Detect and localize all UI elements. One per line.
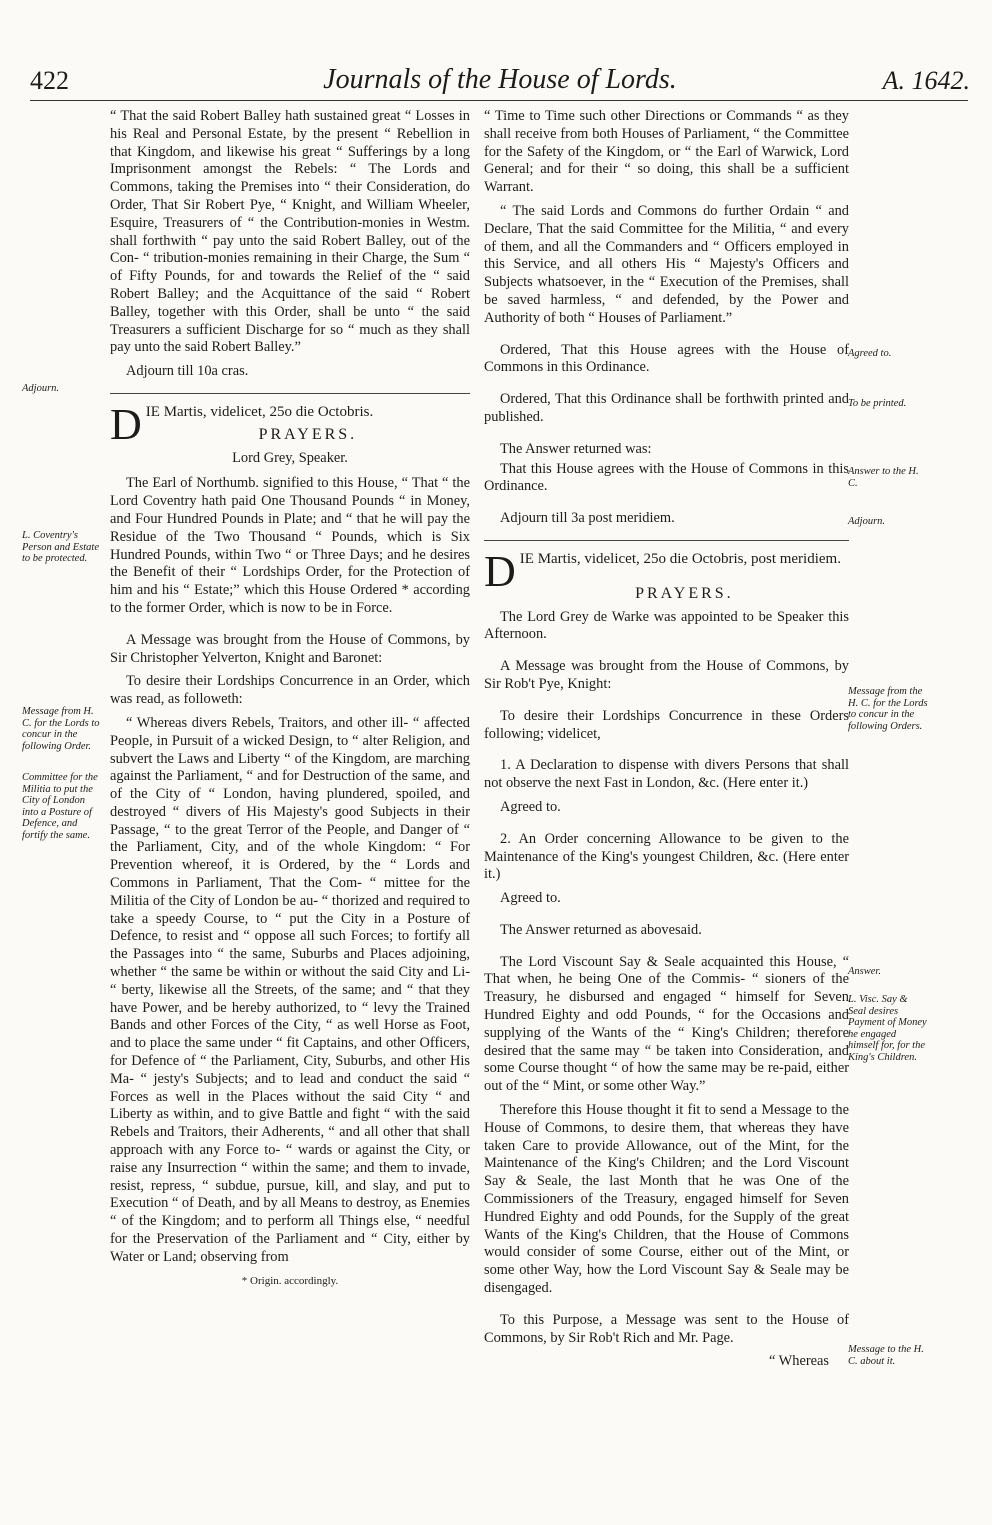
paragraph: The Answer returned as abovesaid.: [500, 921, 702, 938]
catchword: “ Whereas: [768, 1353, 829, 1370]
paragraph: Therefore this House thought it fit to send a Message to the House of Commons, to desire them, that whereas they have taken Care to provide Allowance, out of the Mint, for the Maintenance of the King's Children; and the Lord Viscount Say & Seale, the last Month that he was One of the Commissioners of the Treasury, engaged himself for Seven Hundred Eighty and odd Pounds, for the Supply of the great Wants of the King's Children, that the House of Commons would consider of some Course, either out of the Mint, or some other Way, how the Lord Viscount Say & Seale may be disengaged.: [484, 1102, 849, 1297]
margin-note-say-seale: L. Visc. Say & Seal desires Payment of Money he engaged himself for, for the King's Children.: [848, 994, 927, 1063]
drop-cap: D: [484, 546, 516, 596]
footnote: * Origin. accordingly.: [241, 1274, 339, 1287]
right-column: [484, 108, 849, 1371]
margin-note-committee: Committee for the Militia to put the City of London into a Posture of Defence, and fortify the same.: [22, 772, 98, 841]
margin-note-printed: To be printed.: [848, 398, 907, 409]
adjourn-line: Adjourn till 10a cras.: [126, 363, 249, 380]
session-date: D IE Martis, videlicet, 25o die Octobris.: [110, 399, 374, 449]
paragraph: To this Purpose, a Message was sent to the House of Commons, by Sir Rob't Rich and Mr. Page.: [484, 1311, 849, 1346]
speaker-line: Lord Grey, Speaker.: [232, 449, 348, 466]
paragraph: The Answer returned was:: [500, 440, 652, 457]
paragraph: “ Time to Time such other Directions or Commands “ as they shall receive from both Houses of Parliament, “ the Committee for the Safety of the Kingdom, or “ the Earl of Warwick, Lord General; and for their “ so doing, this shall be a sufficient Warrant.: [484, 108, 849, 196]
list-item: 1. A Declaration to dispense with divers Persons that shall not observe the next Fast in London, &c. (Here enter it.): [484, 757, 849, 792]
margin-note-adjourn: Adjourn.: [848, 516, 886, 527]
paragraph: The Earl of Northumb. signified to this House, “ That “ the Lord Coventry hath paid One Thousand Pounds “ in Money, and Four Hundred Pounds in Plate; and “ that he will pay the Residue of the Two Thousand “ Pounds, which is Six Hundred Pounds, within Two “ or Three Days; and he desires the Benefit of their “ Lordships Order, for the Protection of him and his “ Estate;” which this House Ordered * according to the former Order, which is now to be in Force.: [110, 475, 470, 616]
margin-note-answer: Answer to the H. C.: [848, 466, 919, 489]
year-label: A. 1642.: [882, 66, 970, 95]
prayers-heading: PRAYERS.: [258, 425, 358, 443]
paragraph: To desire their Lordships Concurrence in these Orders following; videlicet,: [484, 707, 849, 742]
paragraph: A Message was brought from the House of Commons, by Sir Rob't Pye, Knight:: [484, 658, 849, 692]
paragraph: Ordered, That this House agrees with the House of Commons in this Ordinance.: [484, 341, 849, 376]
paragraph: The Lord Viscount Say & Seale acquainted this House, “ That when, he being One of the Commis- “ sioners of the Treasury, he disbursed and engaged “ himself for Seven Hundred Eighty and odd Pounds, “ for the Occasions and supplying of the Wants of the “ King's Children; therefore desired that the same may “ be taken into Consideration, and some Course thought “ of how the same may be re-paid, either out of the “ Mint, or some other Way.”: [484, 953, 849, 1095]
margin-note-message-to: Message to the H. C. about it.: [848, 1344, 924, 1367]
margin-note-agreed: Agreed to.: [848, 348, 892, 359]
speaker-line: The Lord Grey de Warke was appointed to be Speaker this Afternoon.: [484, 608, 849, 643]
paragraph: “ That the said Robert Balley hath sustained great “ Losses in his Real and Personal Estate, by the present “ Rebellion in that Kingdom, and likewise his great “ Sufferings by a long Imprisonment amongst the Rebels: “ The Lords and Commons, taking the Premises into “ their Consideration, do Order, That Sir Robert Pye, “ Knight, and William Wheeler, Esquire, Treasurers of “ the Contribution-monies in Westm. shall forthwith “ pay unto the said Robert Balley, out of the Con- “ tribution-monies remaining in their Charge, the Sum “ of Fifty Pounds, for and towards the Relief of the “ said Robert Balley; and the Acquittance of the said “ Robert Balley, together with this Order, shall be unto “ the said Treasurers a sufficient Discharge for so “ much as they shall pay unto the said Robert Balley.”: [110, 108, 470, 356]
margin-note-answer: Answer.: [848, 966, 881, 977]
session-date: D IE Martis, videlicet, 25o die Octobris, post meridiem.: [484, 546, 841, 596]
margin-note-coventry: L. Coventry's Person and Estate to be protected.: [22, 530, 99, 564]
adjourn-line: Adjourn till 3a post meridiem.: [500, 510, 675, 527]
section-divider: [484, 540, 849, 541]
order-text: “ Whereas divers Rebels, Traitors, and other ill- “ affected People, in Pursuit of a wicked Design, to “ alter Religion, and subvert the Laws and Liberty “ of the Kingdom, are marching against the Parliament, “ and for Destruction of the same, and of the City of “ London, having plundered, spoiled, and destroyed “ divers of His Majesty's good Subjects in their Passage, “ to the great Terror of the People, and Danger of “ the Parliament, City, and of the whole Kingdom: “ For Prevention whereof, it is Ordered, by the “ Lords and Commons in Parliament, That the Com- “ mittee for the Militia of the City of London be au- “ thorized and required to take a speedy Course, to “ put the City in a Posture of Defence, to resist and “ oppose all such Forces; to fortify all the Passages into “ the same, Suburbs and Places adjoining, whether “ the same be within or without the said City and Li- “ berty, likewise all the Streets, of the same; and “ that they have Power, and be hereby authorized, to “ levy the Trained Bands and other Forces of the City, “ as well Horse as Foot, and to place the same under “ fit Captains, and other Officers, for Defence of “ the Parliament, City, Suburbs, and other His Ma- “ jesty's Subjects; and to lead and conduct the said “ Forces as well in the Places without the said City “ and Liberty as within, and to give Battle and fight “ with the said Rebels and Traitors, their Adherents, “ and all other that shall approach with any Force to- “ wards or against the City, or raise any Insurrection “ within the same; and them to invade, resist, repress, “ subdue, pursue, kill, and slay, and put to Execution “ of Death, and by all Means to destroy, as Enemies “ of the Kingdom; and to perform all Things else, “ needful for the Preservation of the Parliament and “ City, either by Water or Land; observing from: [110, 714, 470, 1265]
left-column: [110, 108, 470, 1290]
prayers-heading: PRAYERS.: [635, 584, 734, 602]
paragraph: That this House agrees with the House of Commons in this Ordinance.: [484, 460, 849, 495]
drop-cap: D: [110, 399, 142, 449]
paragraph: A Message was brought from the House of Commons, by Sir Christopher Yelverton, Knight and Baronet:: [110, 631, 470, 666]
paragraph: To desire their Lordships Concurrence in an Order, which was read, as followeth:: [110, 673, 470, 708]
margin-note-message: Message from the H. C. for the Lords to concur in the following Orders.: [848, 686, 928, 732]
margin-note-adjourn: Adjourn.: [22, 383, 60, 394]
list-item: 2. An Order concerning Allowance to be given to the Maintenance of the King's youngest Children, &c. (Here enter it.): [484, 830, 849, 883]
margin-note-message: Message from H. C. for the Lords to concur in the following Order.: [22, 706, 100, 752]
paragraph: “ The said Lords and Commons do further Ordain “ and Declare, That the said Committee for the Militia, “ and every of them, and all the Commanders and “ Officers employed in this Service, and all others His “ Majesty's Officers and Subjects whatsoever, in the “ Execution of the Premises, shall be saved harmless, “ and defended, by the Power and Authority of both “ Houses of Parliament.”: [484, 202, 849, 326]
paragraph: Ordered, That this Ordinance shall be forthwith printed and published.: [484, 391, 849, 425]
header-rule: [30, 100, 968, 101]
agreed-line: Agreed to.: [500, 890, 561, 907]
agreed-line: Agreed to.: [500, 798, 561, 815]
page-header: [30, 62, 970, 102]
page-number: 422: [30, 66, 69, 95]
section-divider: [110, 393, 470, 394]
running-title: Journals of the House of Lords.: [323, 64, 677, 95]
